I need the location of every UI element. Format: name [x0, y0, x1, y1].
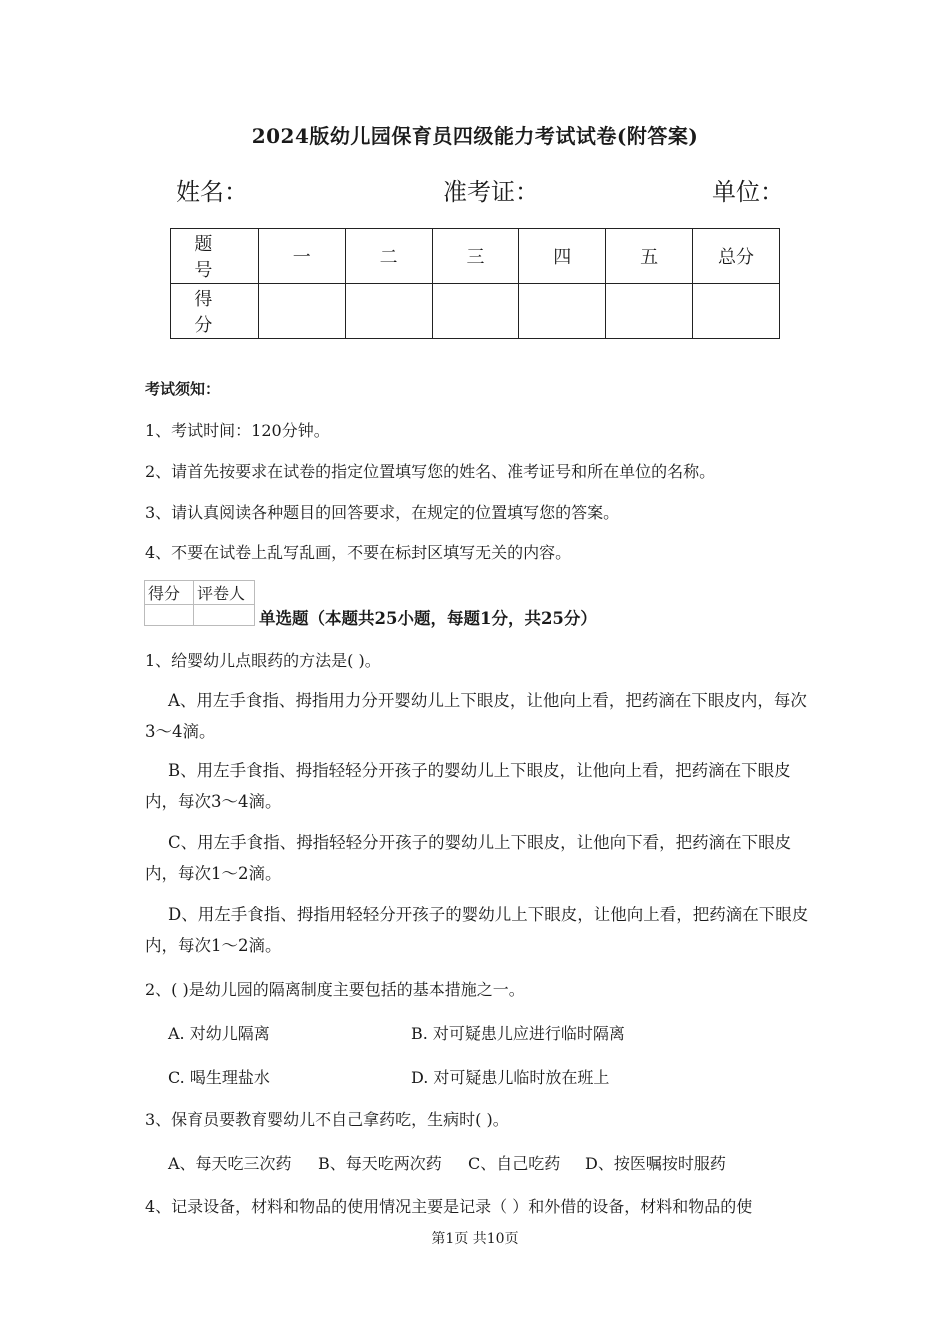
question-2-option-d: D. 对可疑患儿临时放在班上 — [411, 1068, 610, 1087]
page-footer: 第1页 共10页 — [431, 1231, 519, 1247]
score-header-3: 三 — [432, 229, 519, 284]
score-cell[interactable] — [258, 284, 345, 339]
question-1-option-b: B、用左手食指、拇指轻轻分开孩子的婴幼儿上下眼皮，让他向上看，把药滴在下眼皮内，每次3～4滴。 — [145, 761, 791, 811]
grader-box — [144, 580, 255, 626]
grader-reviewer-cell[interactable] — [194, 605, 255, 626]
section-title: 单选题（本题共25小题，每题1分，共25分） — [259, 609, 597, 628]
question-3-option-b: B、每天吃两次药 — [318, 1154, 442, 1173]
question-3-option-a: A、每天吃三次药 — [168, 1154, 292, 1173]
score-row-header: 得 分 — [171, 284, 259, 339]
notice-item: 2、请首先按要求在试卷的指定位置填写您的姓名、准考证号和所在单位的名称。 — [145, 462, 716, 481]
score-header-total: 总分 — [693, 229, 780, 284]
score-table — [170, 228, 780, 339]
score-cell[interactable] — [432, 284, 519, 339]
exam-id-label: 准考证： — [443, 178, 539, 206]
score-cell[interactable] — [693, 284, 780, 339]
question-1-option-a: A、用左手食指、拇指用力分开婴幼儿上下眼皮，让他向上看，把药滴在下眼皮内，每次3～4滴。 — [145, 691, 807, 741]
question-2-option-c: C. 喝生理盐水 — [168, 1068, 270, 1087]
grader-reviewer-label: 评卷人 — [194, 581, 255, 605]
score-cell[interactable] — [519, 284, 606, 339]
question-1-stem: 1、给婴幼儿点眼药的方法是( )。 — [145, 651, 381, 670]
notice-item: 3、请认真阅读各种题目的回答要求，在规定的位置填写您的答案。 — [145, 503, 620, 522]
name-label: 姓名： — [176, 178, 248, 206]
question-1-option-c: C、用左手食指、拇指轻轻分开孩子的婴幼儿上下眼皮，让他向下看，把药滴在下眼皮内，每次1～2滴。 — [145, 833, 792, 883]
score-header-1: 一 — [258, 229, 345, 284]
question-3-option-c: C、自己吃药 — [468, 1154, 561, 1173]
score-cell[interactable] — [606, 284, 693, 339]
question-4-stem: 4、记录设备，材料和物品的使用情况主要是记录（ ）和外借的设备，材料和物品的使 — [145, 1197, 753, 1216]
question-3-option-d: D、按医嘱按时服药 — [585, 1154, 726, 1173]
grader-score-cell[interactable] — [145, 605, 194, 626]
notice-item: 4、不要在试卷上乱写乱画，不要在标封区填写无关的内容。 — [145, 543, 572, 562]
question-3-stem: 3、保育员要教育婴幼儿不自己拿药吃，生病时( )。 — [145, 1110, 509, 1129]
score-header-2: 二 — [345, 229, 432, 284]
question-2-stem: 2、( )是幼儿园的隔离制度主要包括的基本措施之一。 — [145, 980, 525, 999]
notice-title: 考试须知： — [145, 380, 221, 398]
question-2-option-a: A. 对幼儿隔离 — [168, 1024, 270, 1043]
score-header-5: 五 — [606, 229, 693, 284]
notice-item: 1、考试时间：120分钟。 — [145, 421, 330, 440]
score-header-4: 四 — [519, 229, 606, 284]
question-number-header: 题 号 — [171, 229, 259, 284]
question-1-option-d: D、用左手食指、拇指用轻轻分开孩子的婴幼儿上下眼皮，让他向上看，把药滴在下眼皮内，每次1～2滴。 — [145, 905, 809, 955]
score-cell[interactable] — [345, 284, 432, 339]
grader-score-label: 得分 — [145, 581, 194, 605]
unit-label: 单位： — [712, 178, 784, 206]
exam-title: 2024版幼儿园保育员四级能力考试试卷(附答案) — [251, 124, 699, 148]
question-2-option-b: B. 对可疑患儿应进行临时隔离 — [411, 1024, 625, 1043]
